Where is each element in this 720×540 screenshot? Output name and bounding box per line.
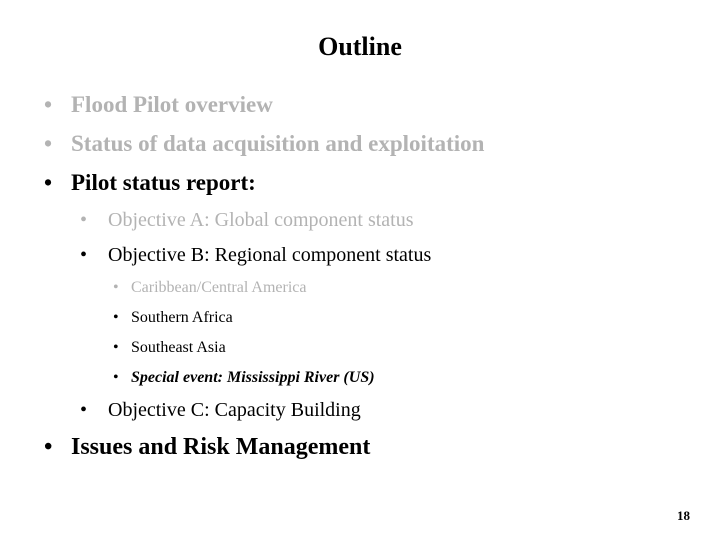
slide-title: Outline [318,32,402,61]
bullet-marker: • [113,279,119,296]
bullet-marker: • [80,244,88,266]
bullet-data-acquisition [44,129,484,159]
bullet-text: Flood Pilot overview [71,92,273,117]
bullet-marker: • [44,92,53,117]
bullet-southern-africa [113,307,233,329]
bullet-southeast-asia [113,337,226,359]
bullet-marker: • [44,434,53,460]
bullet-marker: • [44,131,53,156]
bullet-text: Status of data acquisition and exploitation [71,131,485,156]
bullet-flood-pilot-overview [44,90,273,120]
bullet-text: Issues and Risk Management [71,434,371,460]
bullet-text: Objective A: Global component status [108,209,414,231]
bullet-text: Pilot status report: [71,170,256,195]
bullet-objective-c [80,397,361,423]
bullet-marker: • [113,309,119,326]
bullet-text: Objective B: Regional component status [108,244,432,266]
bullet-text: Southeast Asia [131,339,226,356]
bullet-marker: • [80,399,88,421]
bullet-special-event [113,367,375,389]
page-number: 18 [677,508,690,523]
bullet-pilot-status-report [44,168,256,198]
bullet-caribbean [113,277,306,299]
bullet-text: Southern Africa [131,309,233,326]
bullet-text: Objective C: Capacity Building [108,399,361,421]
bullet-objective-a [80,207,414,233]
bullet-objective-b [80,242,431,268]
bullet-marker: • [113,369,119,386]
bullet-text: Special event: Mississippi River (US) [131,369,375,386]
bullet-text: Caribbean/Central America [131,279,307,296]
bullet-marker: • [44,170,53,195]
bullet-marker: • [113,339,119,356]
bullet-issues-risk [44,432,370,462]
bullet-marker: • [80,209,88,231]
